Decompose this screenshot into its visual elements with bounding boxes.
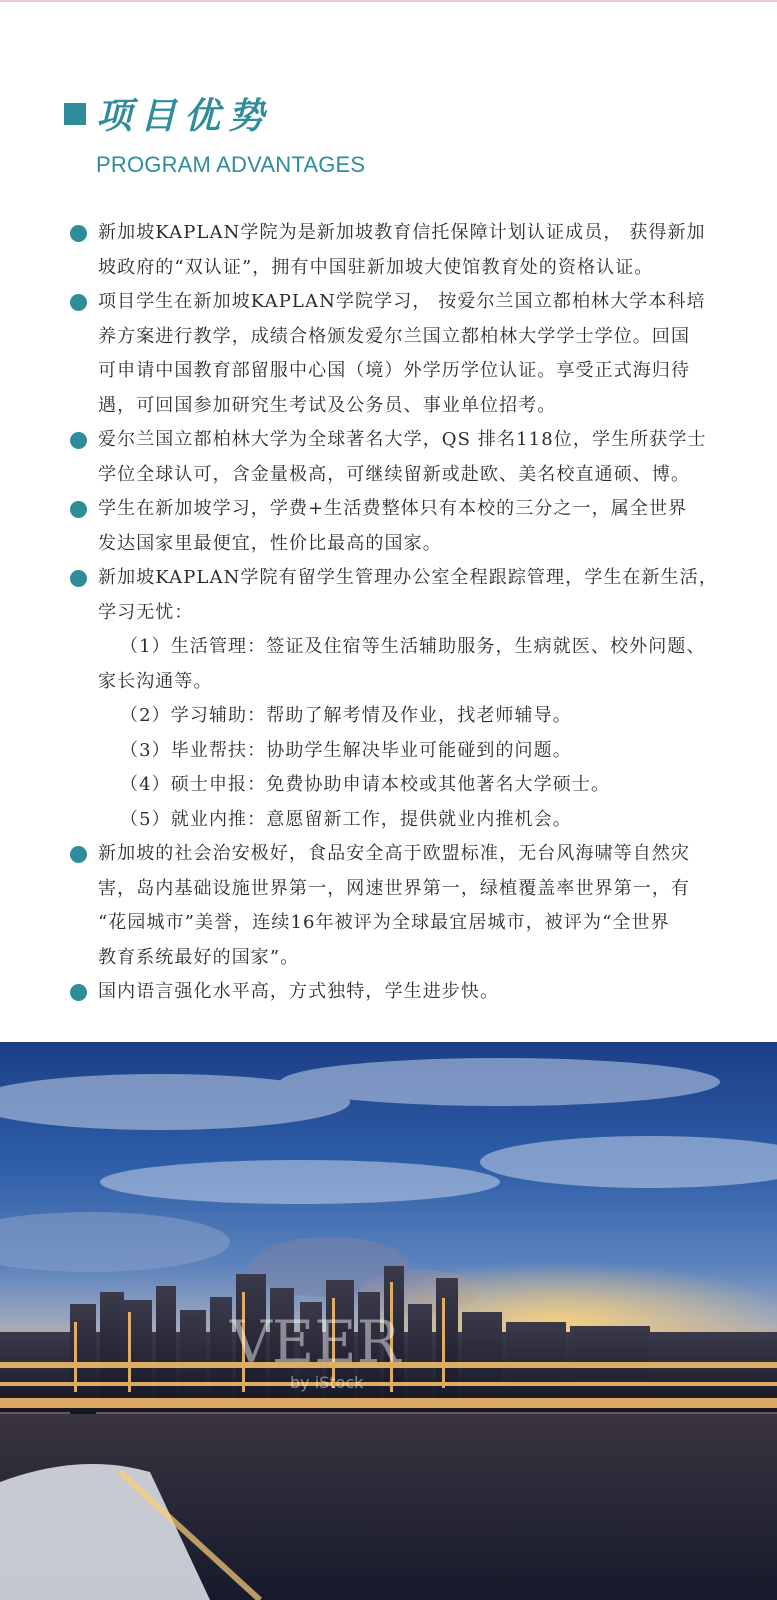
- list-item: [70, 285, 730, 423]
- item-line: 学习无忧：: [98, 601, 194, 623]
- city-skyline-photo: [0, 1042, 777, 1600]
- list-item: [70, 423, 730, 492]
- item-line: 教育系统最好的国家”。: [98, 946, 300, 968]
- item-line: 爱尔兰国立都柏林大学为全球著名大学，QS 排名118位，学生所获学士: [98, 429, 707, 450]
- item-line: 新加坡KAPLAN学院为是新加坡教育信托保障计划认证成员， 获得新加: [98, 222, 706, 243]
- sub-item: 家长沟通等。: [98, 670, 213, 692]
- watermark-text: VEER: [230, 1308, 401, 1376]
- bullet-dot-icon: [70, 294, 87, 311]
- item-line: 遇，可回国参加研究生考试及公务员、事业单位招考。: [98, 394, 557, 416]
- sub-item: （3）毕业帮扶：协助学生解决毕业可能碰到的问题。: [120, 739, 572, 761]
- item-line: 学生在新加坡学习，学费+生活费整体只有本校的三分之一，属全世界: [98, 498, 688, 519]
- item-line: 可申请中国教育部留服中心国（境）外学历学位认证。享受正式海归待: [98, 360, 691, 381]
- item-line: 新加坡的社会治安极好，食品安全高于欧盟标准，无台风海啸等自然灾: [98, 843, 691, 864]
- item-line: 害，岛内基础设施世界第一，网速世界第一，绿植覆盖率世界第一，有: [98, 877, 691, 899]
- advantages-list: [70, 216, 730, 1010]
- bullet-dot-icon: [70, 501, 87, 518]
- list-item: [70, 492, 730, 561]
- section-title: 项目优势: [96, 96, 273, 137]
- bullet-dot-icon: [70, 432, 87, 449]
- watermark-subtext: by iStock: [290, 1373, 364, 1392]
- item-line: 学位全球认可，含金量极高，可继续留新或赴欧、美名校直通硕、博。: [98, 463, 691, 485]
- top-rule: [0, 0, 777, 2]
- item-line: 坡政府的“双认证”，拥有中国驻新加坡大使馆教育处的资格认证。: [98, 256, 654, 278]
- item-line: 养方案进行教学，成绩合格颁发爱尔兰国立都柏林大学学士学位。回国: [98, 325, 691, 347]
- sub-item: （5）就业内推：意愿留新工作，提供就业内推机会。: [120, 808, 572, 830]
- bullet-dot-icon: [70, 984, 87, 1001]
- bullet-dot-icon: [70, 846, 87, 863]
- list-item: [70, 216, 730, 285]
- list-item: [70, 975, 730, 1010]
- item-line: 新加坡KAPLAN学院有留学生管理办公室全程跟踪管理，学生在新生活，: [98, 567, 718, 588]
- sub-list: [98, 630, 730, 837]
- skyline-illustration: [0, 1042, 777, 1600]
- item-line: 发达国家里最便宜，性价比最高的国家。: [98, 532, 442, 554]
- list-item: [70, 837, 730, 975]
- item-line: 国内语言强化水平高，方式独特，学生进步快。: [98, 981, 500, 1002]
- heading-square-icon: [64, 103, 86, 125]
- section-subtitle: PROGRAM ADVANTAGES: [96, 152, 366, 177]
- item-line: 项目学生在新加坡KAPLAN学院学习， 按爱尔兰国立都柏林大学本科培: [98, 291, 706, 312]
- item-line: “花园城市”美誉，连续16年被评为全球最宜居城市，被评为“全世界: [98, 912, 670, 933]
- bullet-dot-icon: [70, 570, 87, 587]
- sub-item: （2）学习辅助：帮助了解考情及作业，找老师辅导。: [120, 705, 572, 726]
- bullet-dot-icon: [70, 225, 87, 242]
- section-heading: [64, 88, 272, 139]
- list-item: [70, 561, 730, 837]
- sub-item: （4）硕士申报：免费协助申请本校或其他著名大学硕士。: [120, 774, 611, 795]
- sub-item: （1）生活管理：签证及住宿等生活辅助服务，生病就医、校外问题、: [120, 636, 706, 657]
